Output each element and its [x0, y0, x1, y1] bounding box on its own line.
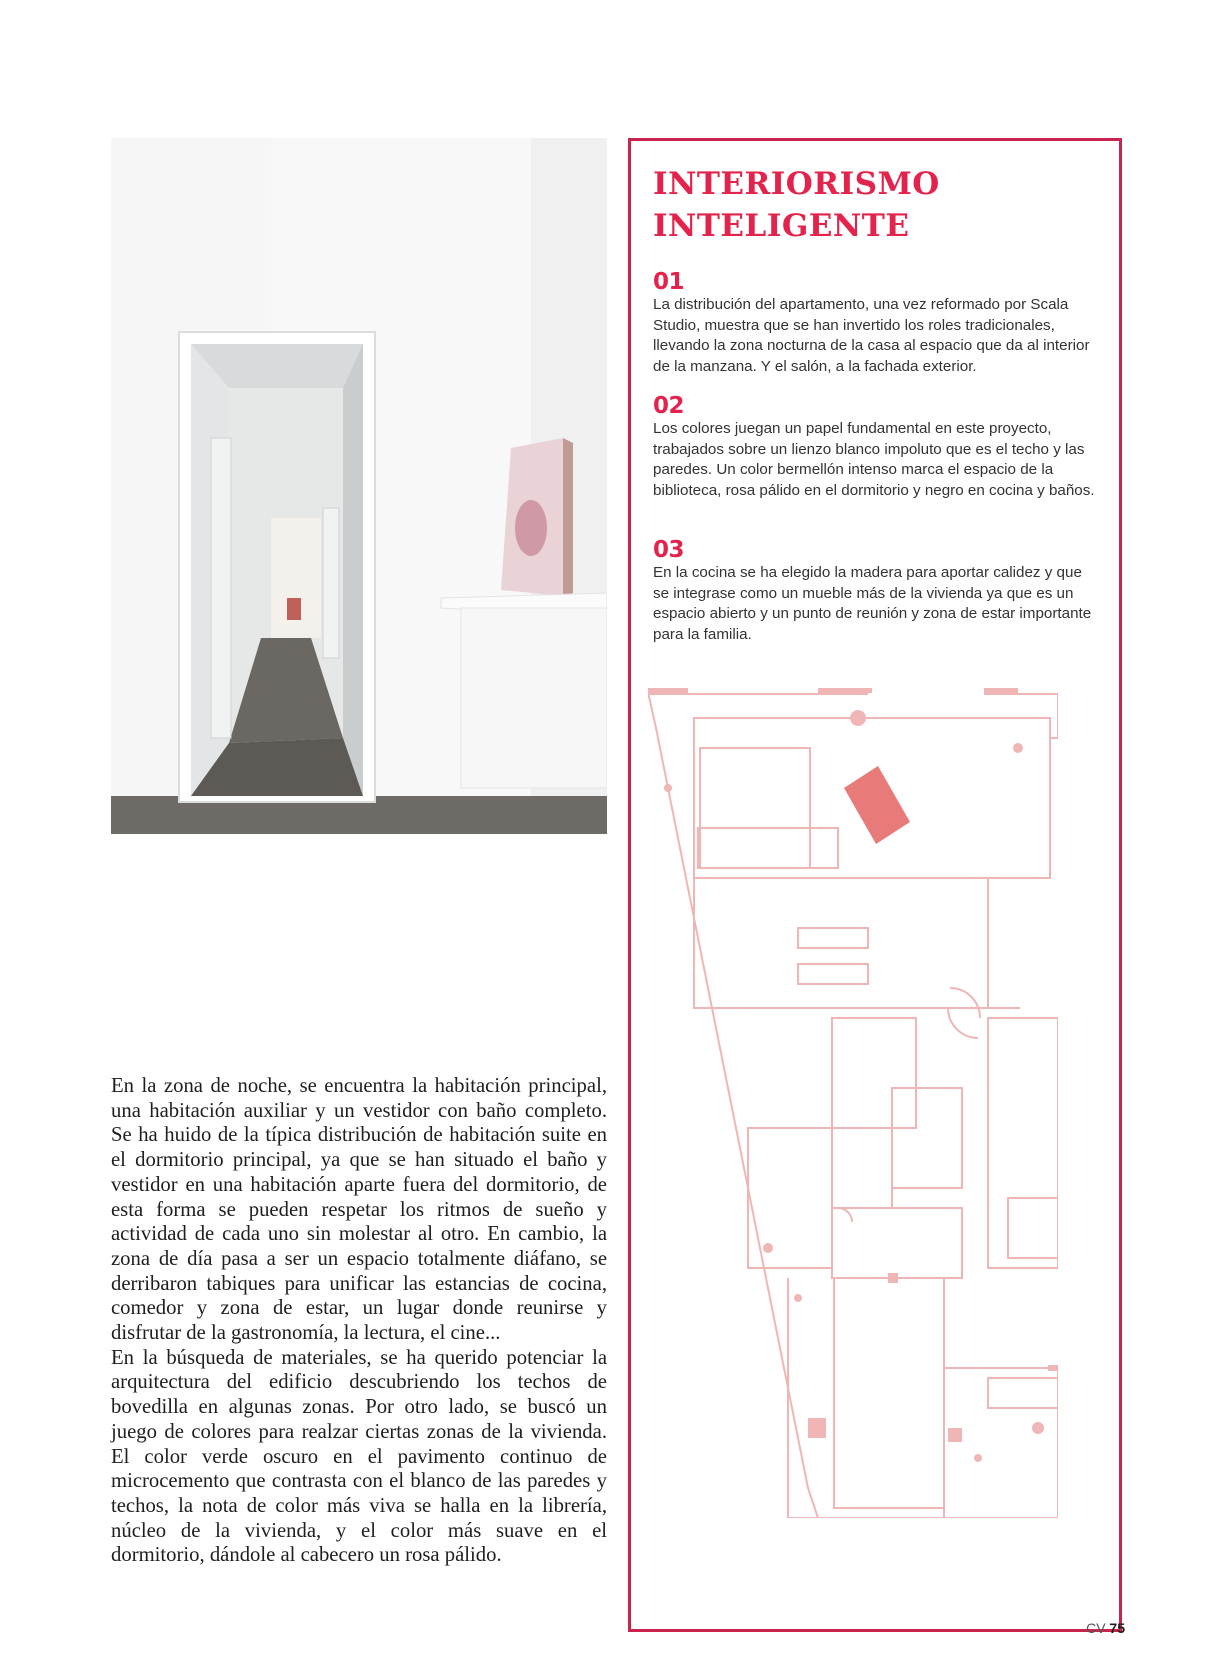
point-01 — [653, 269, 1101, 377]
sidebar-title — [653, 163, 940, 247]
floor-plan — [648, 688, 1058, 1518]
floor-plan-drawing — [648, 688, 1058, 1518]
point-text: En la cocina se ha elegido la madera para aportar calidez y que se integrase como un mueble más de la vivienda ya que es un espacio abierto y un punto de reunión y zona de estar importante para la familia. — [653, 564, 1092, 643]
sidebar-title-line2: INTELIGENTE — [653, 208, 910, 244]
point-number: 01 — [653, 269, 685, 295]
hallway-illustration — [111, 138, 607, 834]
page-folio — [1086, 1620, 1125, 1636]
hallway-photo — [111, 138, 607, 834]
sidebar-title-line1: INTERIORISMO — [653, 166, 940, 202]
body-paragraph-1: En la zona de noche, se encuentra la habitación principal, una habitación auxiliar y un vestidor con baño completo. Se ha huido de la típica distribución de habitación suite en el dormitorio principal, ya que se han situado el baño y vestidor en una habitación aparte fuera del dormitorio, de esta forma se pueden respetar los ritmos de sueño y actividad de cada uno sin molestar al otro. En cambio, la zona de día pasa a ser un espacio totalmente diáfano, se derribaron tabiques para unificar las estancias de cocina, comedor y zona de estar, un lugar donde reunirse y disfrutar de la gastronomía, la lectura, el cine... — [111, 1075, 607, 1345]
page-number: 75 — [1109, 1620, 1125, 1636]
body-paragraph-2: En la búsqueda de materiales, se ha querido potenciar la arquitectura del edificio descubriendo los techos de bovedilla en algunas zonas. Por otro lado, se buscó un juego de colores para realzar ciertas zonas de la vivienda. El color verde oscuro en el pavimento continuo de microcemento que contrasta con el blanco de las paredes y techos, la nota de color más viva se halla en la librería, núcleo de la vivienda, y el color más suave en el dormitorio, dándole al cabecero un rosa pálido. — [111, 1346, 607, 1567]
point-number: 02 — [653, 393, 685, 419]
point-text: Los colores juegan un papel fundamental en este proyecto, trabajados sobre un lienzo blanco impoluto que es el techo y las paredes. Un color bermellón intenso marca el espacio de la biblioteca, rosa pálido en el dormitorio y negro en cocina y baños. — [653, 420, 1095, 499]
magazine-initials: CV — [1086, 1620, 1106, 1636]
point-03 — [653, 537, 1101, 645]
point-text: La distribución del apartamento, una vez reformado por Scala Studio, muestra que se han invertido los roles tradicionales, llevando la zona nocturna de la casa al espacio que da al interior de la manzana. Y el salón, a la fachada exterior. — [653, 296, 1090, 375]
point-02 — [653, 393, 1101, 501]
point-number: 03 — [653, 537, 685, 563]
body-text — [111, 1074, 607, 1568]
